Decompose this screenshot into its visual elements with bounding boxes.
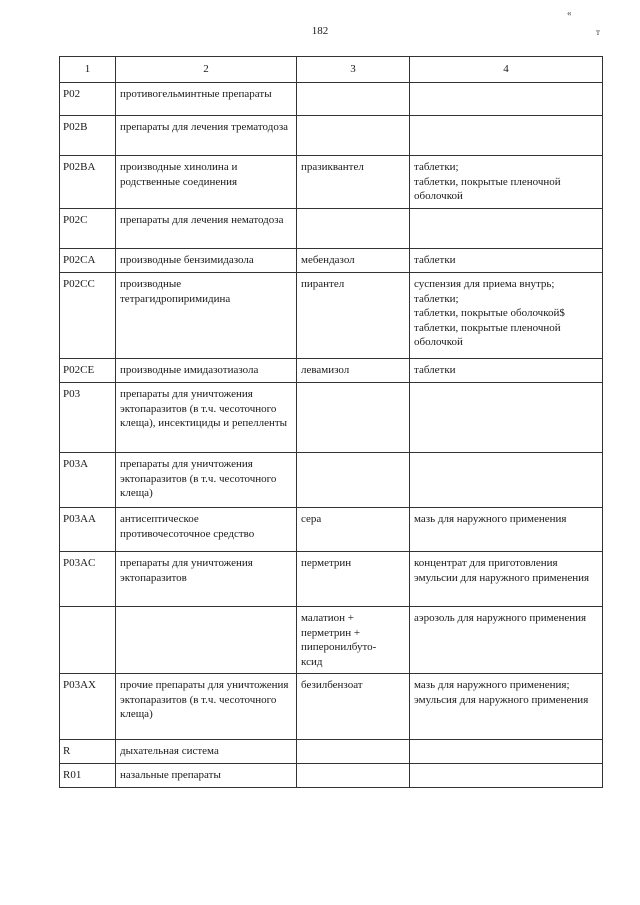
table-row [60,273,603,359]
table-row [60,607,603,674]
code-cell: P03AX [60,674,116,740]
code-cell: P03 [60,383,116,453]
dosage-form-cell: таблетки; таблетки, покрытые пленочной оболочкой [410,156,603,209]
dosage-form-cell [410,83,603,116]
dosage-form-cell [410,740,603,764]
dosage-form-cell: концентрат для приготовления эмульсии для наружного применения [410,552,603,607]
table-row [60,740,603,764]
group-cell: производные имидазотиазола [116,359,297,383]
substance-cell [297,740,410,764]
group-cell: препараты для лечения нематодоза [116,209,297,249]
group-cell: препараты для уничтожения эктопаразитов (в т.ч. чесоточного клеща) [116,453,297,508]
dosage-form-cell [410,116,603,156]
table-row [60,764,603,788]
table-row [60,453,603,508]
substance-cell: малатион + перметрин + пиперонилбуто- ксид [297,607,410,674]
table-row [60,383,603,453]
group-cell: препараты для уничтожения эктопаразитов (в т.ч. чесоточного клеща), инсектициды и репелленты [116,383,297,453]
dosage-form-cell [410,383,603,453]
code-cell: P02B [60,116,116,156]
dosage-form-cell: таблетки [410,359,603,383]
group-cell: дыхательная система [116,740,297,764]
dosage-form-cell: мазь для наружного применения [410,508,603,552]
code-cell: P02 [60,83,116,116]
table-row [60,674,603,740]
substance-cell [297,83,410,116]
margin-mark: т [596,27,600,37]
dosage-form-cell [410,453,603,508]
code-cell: P03AC [60,552,116,607]
substance-cell: празиквантел [297,156,410,209]
code-cell: P02CA [60,249,116,273]
code-cell [60,607,116,674]
group-cell: производные хинолина и родственные соединения [116,156,297,209]
group-cell: антисептическое противочесоточное средство [116,508,297,552]
group-cell: препараты для уничтожения эктопаразитов [116,552,297,607]
group-cell: противогельминтные препараты [116,83,297,116]
substance-cell: левамизол [297,359,410,383]
code-cell: P03AA [60,508,116,552]
group-cell: прочие препараты для уничтожения эктопаразитов (в т.ч. чесоточного клеща) [116,674,297,740]
code-cell: R [60,740,116,764]
substance-cell: пирантел [297,273,410,359]
group-cell: производные тетрагидропиримидина [116,273,297,359]
group-cell: производные бензимидазола [116,249,297,273]
dosage-form-cell [410,209,603,249]
table-row [60,83,603,116]
margin-mark: « [567,8,572,18]
table-row [60,209,603,249]
group-cell [116,607,297,674]
column-header: 3 [297,57,410,83]
code-cell: P02BA [60,156,116,209]
group-cell: назальные препараты [116,764,297,788]
group-cell: препараты для лечения трематодоза [116,116,297,156]
page-number: 182 [311,25,329,37]
drug-classification-table [59,56,603,788]
dosage-form-cell: таблетки [410,249,603,273]
code-cell: P02CC [60,273,116,359]
substance-cell [297,764,410,788]
substance-cell [297,116,410,156]
dosage-form-cell [410,764,603,788]
code-cell: R01 [60,764,116,788]
code-cell: P02CE [60,359,116,383]
substance-cell [297,453,410,508]
column-header: 2 [116,57,297,83]
table-header-row [60,57,603,83]
table-row [60,508,603,552]
substance-cell: безилбензоат [297,674,410,740]
table-row [60,156,603,209]
table-row [60,552,603,607]
substance-cell: перметрин [297,552,410,607]
table-row [60,249,603,273]
substance-cell: сера [297,508,410,552]
column-header: 4 [410,57,603,83]
column-header: 1 [60,57,116,83]
code-cell: P02C [60,209,116,249]
substance-cell [297,209,410,249]
table-row [60,359,603,383]
substance-cell [297,383,410,453]
substance-cell: мебендазол [297,249,410,273]
dosage-form-cell: мазь для наружного применения; эмульсия для наружного применения [410,674,603,740]
code-cell: P03A [60,453,116,508]
dosage-form-cell: аэрозоль для наружного применения [410,607,603,674]
table-row [60,116,603,156]
dosage-form-cell: суспензия для приема внутрь; таблетки; таблетки, покрытые оболочкой$ таблетки, покрытые пленочной оболочкой [410,273,603,359]
